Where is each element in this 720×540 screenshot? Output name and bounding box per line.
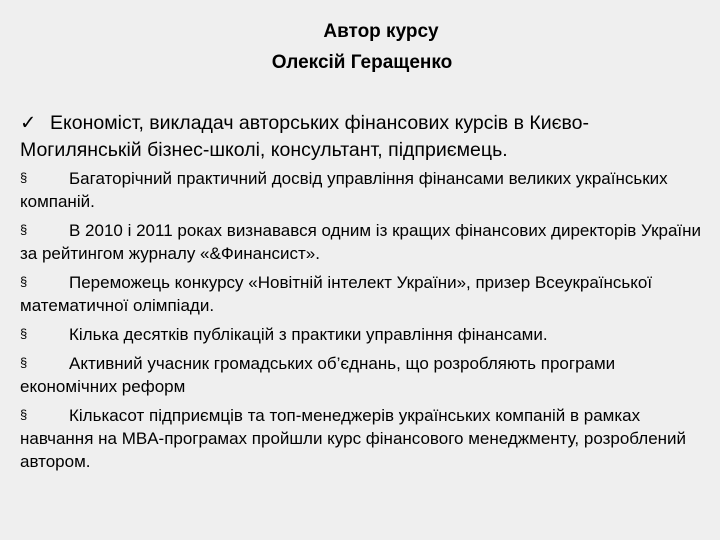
bullet-icon: § bbox=[20, 222, 28, 237]
bullet-icon: § bbox=[20, 355, 28, 370]
list-item-text: Багаторічний практичний досвід управління фінансами великих українських компаній. bbox=[20, 169, 668, 211]
list-item-text: Активний учасник громадських об’єднань, що розробляють програми економічних реформ bbox=[20, 354, 616, 396]
list-item-text: Кілька десятків публікацій з практики управління фінансами. bbox=[69, 325, 548, 344]
checkmark-icon: ✓ bbox=[20, 112, 37, 134]
author-name: Олексій Геращенко bbox=[271, 52, 453, 73]
slide-content bbox=[20, 110, 710, 478]
intro-text: Економіст, викладач авторських фінансових курсів в Києво-Могилянській бізнес-школі, консультант, підприємець. bbox=[20, 112, 590, 161]
list-item bbox=[20, 351, 710, 398]
list-item bbox=[20, 270, 710, 317]
bullet-icon: § bbox=[20, 326, 28, 341]
slide-title: Автор курсу bbox=[323, 21, 439, 42]
intro-paragraph bbox=[20, 110, 710, 164]
bullet-icon: § bbox=[20, 170, 28, 185]
bullet-icon: § bbox=[20, 407, 28, 422]
list-item-text: В 2010 і 2011 роках визнавався одним із кращих фінансових директорів України за рейтингом журналу «&Финансист». bbox=[20, 221, 702, 263]
list-item bbox=[20, 218, 710, 265]
list-item bbox=[20, 166, 710, 213]
bullet-icon: § bbox=[20, 274, 28, 289]
list-item-text: Переможець конкурсу «Новітній інтелект України», призер Всеукраїнської математичної олімпіади. bbox=[20, 273, 653, 315]
list-item bbox=[20, 403, 710, 473]
list-item bbox=[20, 322, 710, 346]
list-item-text: Кількасот підприємців та топ-менеджерів українських компаній в рамках навчання на MBA-програмах пройшли курс фінансового менеджменту, розроблений автором. bbox=[20, 406, 687, 471]
